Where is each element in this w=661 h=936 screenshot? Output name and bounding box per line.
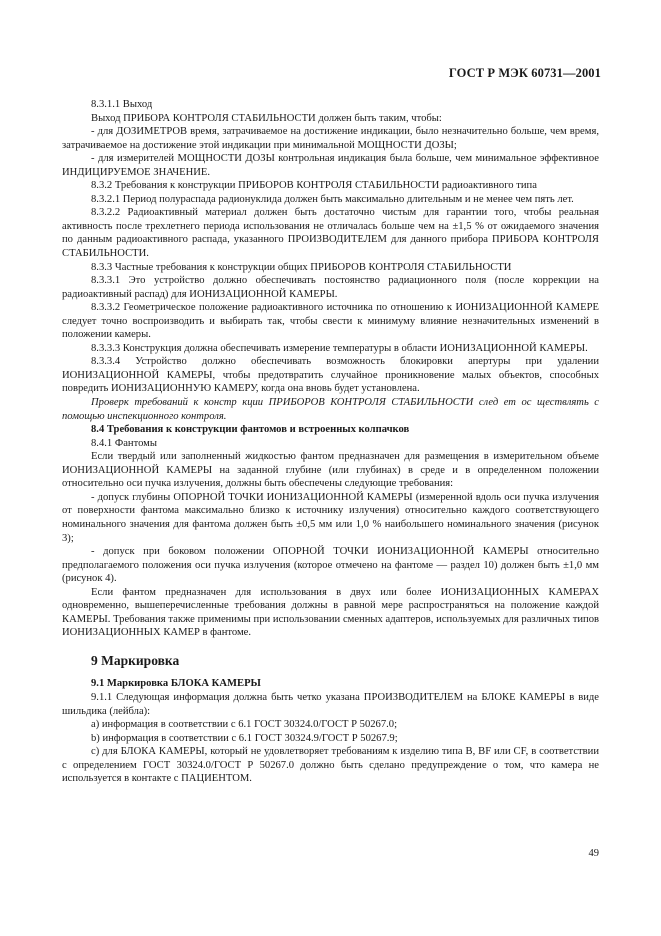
paragraph: 8.3.2.1 Период полураспада радионуклида должен быть максимально длительным и не менее чем пять лет. <box>91 193 574 205</box>
paragraph: 8.3.3.1 Это устройство должно обеспечивать постоянство радиационного поля (после коррекции на радиоактивный распад) для ИОНИЗАЦИОННОЙ КАМЕРЫ. <box>62 275 599 300</box>
paragraph: 8.3.3 Частные требования к конструкции общих ПРИБОРОВ КОНТРОЛЯ СТАБИЛЬНОСТИ <box>91 261 512 273</box>
paragraph: - для ДОЗИМЕТРОВ время, затрачиваемое на достижение индикации, было незначительно больше, чем время, затрачиваемое на достижение этой индикации при минимальной МОЩНОСТИ ДОЗЫ; <box>62 126 599 151</box>
section-9-1-heading: 9.1 Маркировка БЛОКА КАМЕРЫ <box>91 678 261 690</box>
verification-note: Проверк требований к констр кции ПРИБОРОВ КОНТРОЛЯ СТАБИЛЬНОСТИ след ет ос ществлять с помощью инспекционного контроля. <box>62 397 599 422</box>
paragraph: 8.3.2 Требования к конструкции ПРИБОРОВ КОНТРОЛЯ СТАБИЛЬНОСТИ радиоактивного типа <box>91 180 537 192</box>
paragraph: 8.3.2.2 Радиоактивный материал должен быть достаточно чистым для гарантии того, чтобы реальная активность после трехлетнего периода использования не отличалась больше чем на ±1,5 % от ожидаемого значения по данным радиоактивного распада, указанного ПРОИЗВОДИТЕЛЕМ для данного прибора ПРИБОРА КОНТРОЛЯ СТАБИЛЬНОСТИ. <box>62 207 599 260</box>
page-number: 49 <box>588 848 599 859</box>
paragraph: 8.3.3.2 Геометрическое положение радиоактивного источника по отношению к ИОНИЗАЦИОННОЙ КАМЕРЕ следует точно воспроизводить и выбирать так, чтобы свести к минимуму влияние незначительных изменений в положении камеры. <box>62 302 599 341</box>
list-item: b) информация в соответствии с 6.1 ГОСТ 30324.9/ГОСТ Р 50267.9; <box>91 732 398 744</box>
paragraph: 8.3.3.3 Конструкция должна обеспечивать измерение температуры в области ИОНИЗАЦИОННОЙ КАМЕРЫ. <box>91 342 588 354</box>
standard-header: ГОСТ Р МЭК 60731—2001 <box>448 66 601 80</box>
paragraph: 8.4.1 Фантомы <box>91 437 157 449</box>
paragraph: Если фантом предназначен для использования в двух или более ИОНИЗАЦИОННЫХ КАМЕРАХ одновременно, вышеперечисленные требования должны в равной мере распространяться на положение каждой КАМЕРЫ. Требования также применимы при использовании сменных адаптеров, используемых для различных типов ИОНИЗАЦИОННЫХ КАМЕР в фантоме. <box>62 586 599 639</box>
paragraph: Если твердый или заполненный жидкостью фантом предназначен для размещения в измерительном объеме ИОНИЗАЦИОННОЙ КАМЕРЫ на заданной глубине (или глубинах) в среде и в определенном положении относительно оси пучка излучения, должны быть обеспечены следующие требования: <box>62 451 599 490</box>
document-body <box>62 98 599 786</box>
paragraph: 8.3.1.1 Выход <box>91 99 153 110</box>
list-item: с) для БЛОКА КАМЕРЫ, который не удовлетворяет требованиям к изделию типа B, BF или CF, в соответствии с определением ГОСТ 30324.0/ГОСТ Р 50267.0 должно быть сделано предупреждение о том, что камера не используется в контакте с ПАЦИЕНТОМ. <box>62 746 599 785</box>
list-item: а) информация в соответствии с 6.1 ГОСТ 30324.0/ГОСТ Р 50267.0; <box>91 719 398 731</box>
paragraph: - допуск глубины ОПОРНОЙ ТОЧКИ ИОНИЗАЦИОННОЙ КАМЕРЫ (измеренной вдоль оси пучка излучения от поверхности фантома максимально близко к источнику излучения) относительно каждого соответствующего номинального значения для фантома должен быть ±0,5 мм или 1,0 % наибольшего номинального значения (рисунок 3); <box>62 491 599 544</box>
paragraph: 9.1.1 Следующая информация должна быть четко указана ПРОИЗВОДИТЕЛЕМ на БЛОКЕ КАМЕРЫ в виде шильдика (лейбла): <box>62 691 599 717</box>
paragraph: Выход ПРИБОРА КОНТРОЛЯ СТАБИЛЬНОСТИ должен быть таким, чтобы: <box>91 112 442 124</box>
paragraph: - для измерителей МОЩНОСТИ ДОЗЫ контрольная индикация была больше, чем минимальное эффективное ИНДИЦИРУЕМОЕ ЗНАЧЕНИЕ. <box>62 153 599 178</box>
paragraph: 8.3.3.4 Устройство должно обеспечивать возможность блокировки апертуры при удалении ИОНИЗАЦИОННОЙ КАМЕРЫ, чтобы предотвратить случайное проникновение малых объектов, способных повредить ИОНИЗАЦИОННУЮ КАМЕРУ, когда она вновь будет установлена. <box>62 356 599 395</box>
section-8-4-heading: 8.4 Требования к конструкции фантомов и встроенных колпачков <box>91 424 410 436</box>
paragraph: - допуск при боковом положении ОПОРНОЙ ТОЧКИ ИОНИЗАЦИОННОЙ КАМЕРЫ относительно предполагаемого положения оси пучка излучения (которое отмечено на фантоме — раздел 10) должен быть ±1,0 мм (рисунок 4). <box>62 546 599 585</box>
section-9-heading: 9 Маркировка <box>91 652 180 668</box>
